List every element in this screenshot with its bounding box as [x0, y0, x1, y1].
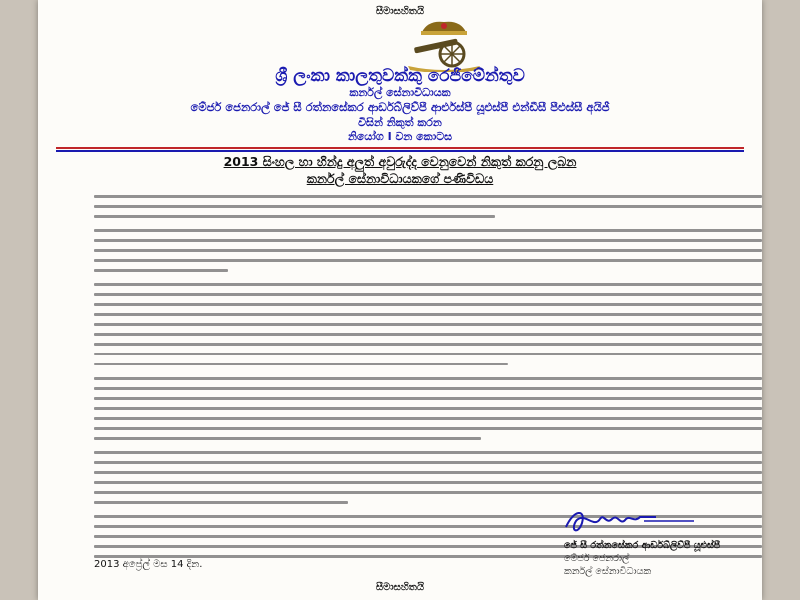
handwritten-signature-icon [560, 505, 700, 539]
order-section-line: නියෝග I වන කොටස [347, 130, 453, 143]
letter-page [38, 0, 762, 600]
artillery-gun-crest-icon [404, 16, 484, 72]
unit-name-heading: ශ්‍රී ලංකා කාලතුවක්කු රෙජිමේන්තුව [275, 66, 525, 86]
header-divider-red [56, 147, 744, 149]
header-divider-blue [56, 150, 744, 152]
message-paragraph [94, 451, 762, 511]
classification-top: සීමාසහිතයි [375, 6, 425, 17]
message-title-line-2: කර්නල් සේනාවිධායකගේ පණිවිඩය [306, 171, 494, 186]
message-paragraph [94, 229, 762, 279]
message-title-line-1: 2013 සිංහල හා හින්දු අලුත් අවුරුද්ද වෙනුවෙන් නිකුත් කරනු ලබන [223, 154, 577, 169]
letter-date: 2013 අප්‍රේල් මස 14 දින. [94, 559, 203, 570]
message-paragraph [94, 377, 762, 447]
signatory-rank: මේජර් ජෙනරාල් [564, 553, 630, 564]
signatory-role: කර්නල් සේනාවිධායක [564, 566, 652, 577]
signatory-name: ජේ සී රත්නසේකර ආර්ඩබ්ලිව්පී යූඑස්පී [564, 540, 721, 551]
classification-bottom: සීමාසහිතයි [375, 582, 425, 593]
commander-role: කර්නල් සේනාවිධායක [349, 86, 451, 99]
commander-name: මේජර් ජෙනරාල් ජේ සී රත්නසේකර ආර්ඩබ්ලිව්පී ආර්එස්පී යූඑස්පී එන්ඩීසී පීඑස්සී අයිජී [190, 100, 610, 114]
issued-by-line: විසින් නිකුත් කරන [358, 116, 442, 129]
message-paragraph [94, 195, 762, 225]
message-paragraph [94, 283, 762, 373]
